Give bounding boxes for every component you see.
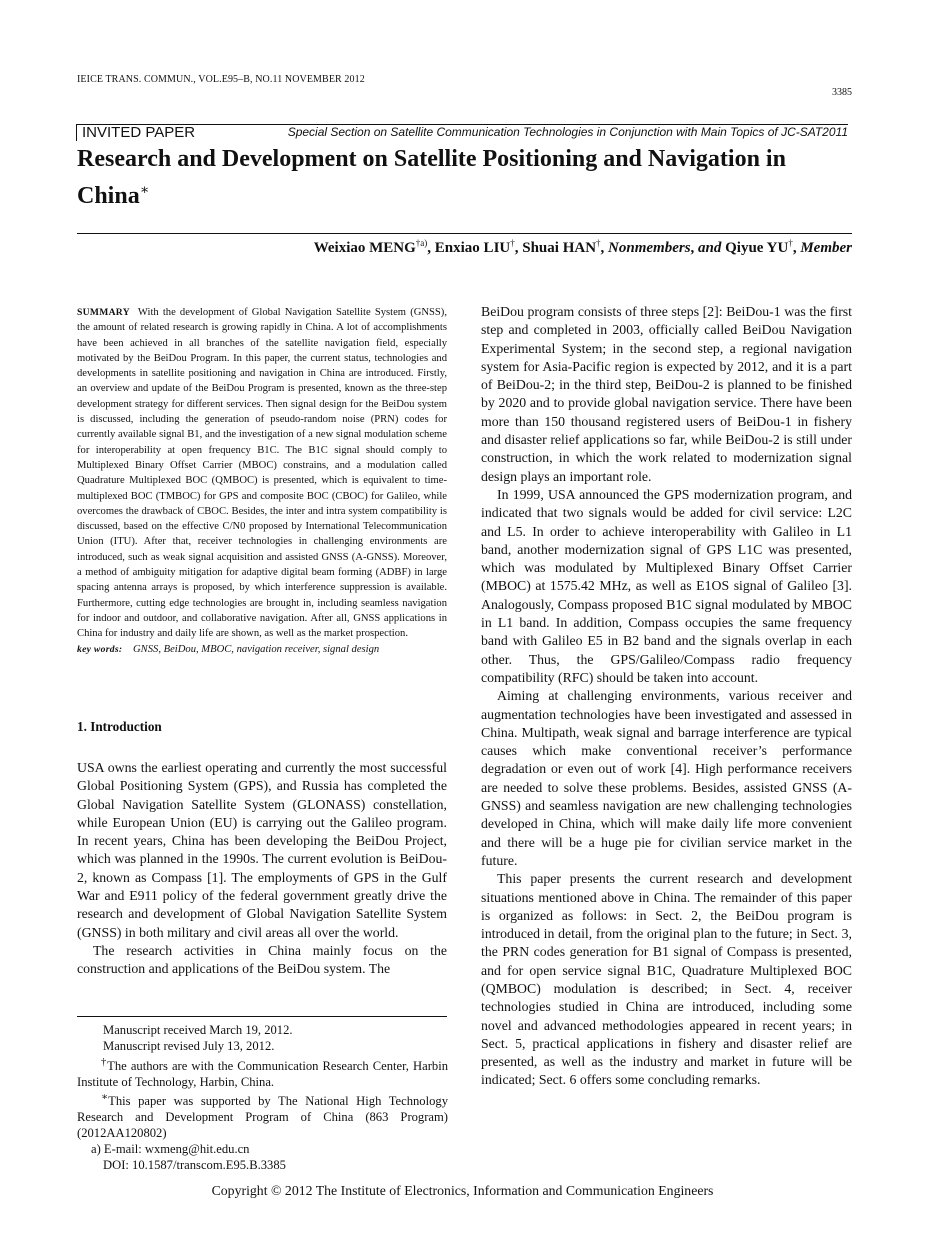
author-conjunction: and	[698, 240, 726, 256]
author-role: Member	[800, 240, 852, 256]
affiliation-note	[77, 1055, 448, 1091]
author-mark: †	[596, 238, 601, 248]
author-sep: ,	[427, 240, 435, 256]
page-number: 3385	[832, 87, 852, 98]
right-column-text	[481, 303, 852, 1090]
paragraph: BeiDou program consists of three steps [2]: BeiDou-1 was the first step and completed in 2003, officially called BeiDou Navigation Experimental System; in the second step, a regional navigation system for Asia-Pacific region is expected by 2012, and it is a part of BeiDou-2; in the third step, BeiDou-2 is planned to be finished by 2020 and to provide global navigation service. There have been more than 150 thousand registered users of BeiDou-1 in fishery and disaster relief applications so far, while BeiDou-2 is still under construction, in which the work related to modernization signal design plays an important role.	[481, 304, 852, 484]
title-text: Research and Development on Satellite Positioning and Navigation in China	[77, 146, 786, 209]
author-name: Enxiao LIU	[434, 240, 511, 256]
paragraph: USA owns the earliest operating and currently the most successful Global Positioning System (GPS), and Russia has completed the Global Navigation Satellite System (GLONASS) constellation, while European Union (EU) is carrying out the Galileo program. In recent years, China has been developing the BeiDou Project, which was planned in the 1990s. The current evolution is BeiDou-2, known as Compass [1]. The employments of GPS in the Gulf War and E911 policy of the federal government greatly drive the research and development of Global Navigation Satellite System (GNSS) in both military and civil areas all over the world.	[77, 760, 447, 940]
author-name: Shuai HAN	[522, 240, 597, 256]
author-mark: †a)	[415, 238, 428, 248]
author-name: Weixiao MENG	[313, 240, 416, 256]
author-sep: ,	[792, 240, 801, 256]
paragraph: Aiming at challenging environments, various receiver and augmentation technologies have been investigated and assessed in China. Multipath, weak signal and barrage interference are typical causes which make conventional receiver’s performance degradation or even out of work [4]. High performance receivers are needed to solve these problems. Besides, assisted GNSS (A-GNSS) and seamless navigation are new challenging technologies developed in China, which will make daily life more convenient and there will be a huge pie for civilian service market in the future.	[481, 688, 852, 868]
author-mark: †	[788, 238, 793, 248]
paper-type-label: INVITED PAPER	[76, 124, 201, 141]
section-banner	[76, 124, 848, 140]
affiliation-text: The authors are with the Communication Research Center, Harbin Institute of Technology, Harbin, China.	[77, 1058, 448, 1089]
intro-text	[77, 759, 447, 979]
author-name: Qiyue YU	[725, 240, 789, 256]
paragraph: In 1999, USA announced the GPS modernization program, and indicated that two signals would be added for civil service: L2C and L5. In order to achieve interoperability with Galileo in L1 band, another modernization signal of GPS L1C was presented, which was modulated by Multiplexed Binary Offset Carrier (MBOC) at 1575.42 MHz, as well as E1OS signal of Galileo [3]. Analogously, Compass proposed B1C signal modulated by MBOC in L1 band. In addition, Compass occupies the same frequency band with Galileo E5 in B2 band and the signals overlap in each other. Thus, the GPS/Galileo/Compass radio frequency compatibility (RFC) should be taken into account.	[481, 486, 852, 685]
title-rule	[77, 233, 852, 234]
author-sep: ,	[514, 240, 523, 256]
revised-date: Manuscript revised July 13, 2012.	[103, 1038, 275, 1053]
received-date: Manuscript received March 19, 2012.	[103, 1023, 293, 1037]
keywords-label: key words:	[77, 643, 123, 655]
email-note: a) E-mail: wxmeng@hit.edu.cn	[91, 1141, 250, 1156]
paragraph: This paper presents the current research and development situations mentioned above in China. The remainder of this paper is organized as follows: in Sect. 2, the BeiDou program is introduced in detail, from the original plan to the future; in Sect. 3, the PRN codes generation for B1 signal of Compass is presented, and for open service signal B1C, Quadrature Multiplexed BOC (QMBOC) modulation is described; in Sect. 4, receiver technologies studied in China are introduced, including some novel and advanced methodologies appeared in recent years; in Sect. 5, practical applications in fishery and disaster relief are presented, as well as the industry and market in future will be indicated; Sect. 6 offers some concluding remarks.	[481, 871, 852, 1088]
footnotes	[77, 1023, 448, 1174]
footnote-mark: ∗	[101, 1092, 109, 1104]
author-sep: ,	[690, 240, 699, 256]
summary-label: SUMMARY	[77, 307, 130, 318]
support-note	[77, 1090, 448, 1142]
author-sep: ,	[600, 240, 609, 256]
paragraph: The research activities in China mainly focus on the construction and applications of the BeiDou system. The	[77, 942, 447, 977]
footnote-mark: †	[101, 1056, 108, 1068]
section-heading: 1. Introduction	[77, 719, 162, 734]
footnote-rule	[77, 1016, 447, 1017]
title-footnote-mark: ∗	[139, 183, 150, 198]
summary-text: With the development of Global Navigation Satellite System (GNSS), the amount of related research is growing rapidly in China. A lot of accomplishments have been achieved in all branches of the satellite navigation field, especially motivated by the BeiDou Program. In this paper, the current status, technologies and developments in satellite positioning and navigation in China are introduced. Firstly, an overview and update of the BeiDou Program is presented, known as the three-step development strategy for different services. Then signal design for the BeiDou system is discussed, including the generation of pseudo-random noise (PRN) codes for currently available signal B1, and the investigation of a new signal modulation scheme for interoperability at open frequency B1C. The B1C signal should comply to Multiplexed Binary Offset Carrier (MBOC) constrains, and a modulation called Quadrature Multiplexed BOC (QMBOC) is presented, which is equivalent to time-multiplexed BOC (TMBOC) for GPS and composite BOC (CBOC) for Galileo, while overcomes the drawback of CBOC. Besides, the inter and intra system compatibility is discussed, based on the effective C/N0 proposed by International Telecommunication Union (ITU). After that, receiver technologies in challenging environments are introduced, such as weak signal acquisition and assisted GNSS (A-GNSS). Moreover, a method of ambiguity mitigation for adaptive digital beam forming (ADBF) in large spacing antenna arrays is proposed, by which interference suppression is available. Furthermore, cutting edge technologies are brought in, including seamless navigation for indoor and outdoor, and collaborative navigation. After all, GNSS applications in China for industry and daily life are shown, as well as the market prospection.	[77, 307, 447, 640]
copyright-notice: Copyright © 2012 The Institute of Electronics, Information and Communication Engineers	[211, 1183, 714, 1198]
author-mark: †	[510, 238, 515, 248]
doi-note: DOI: 10.1587/transcom.E95.B.3385	[103, 1157, 286, 1172]
support-text: This paper was supported by The National High Technology Research and Development Program of China (863 Program) (2012AA120802)	[77, 1094, 448, 1141]
author-role: Nonmembers	[608, 240, 691, 256]
keywords-text: GNSS, BeiDou, MBOC, navigation receiver, signal design	[133, 643, 380, 655]
abstract	[77, 305, 447, 657]
author-list	[314, 238, 852, 257]
running-head: IEICE TRANS. COMMUN., VOL.E95–B, NO.11 NOVEMBER 2012	[77, 74, 365, 85]
paper-title	[77, 143, 857, 212]
special-section-label: Special Section on Satellite Communication Technologies in Conjunction with Main Topics of JC-SAT2011	[287, 125, 848, 139]
keywords	[77, 644, 379, 655]
